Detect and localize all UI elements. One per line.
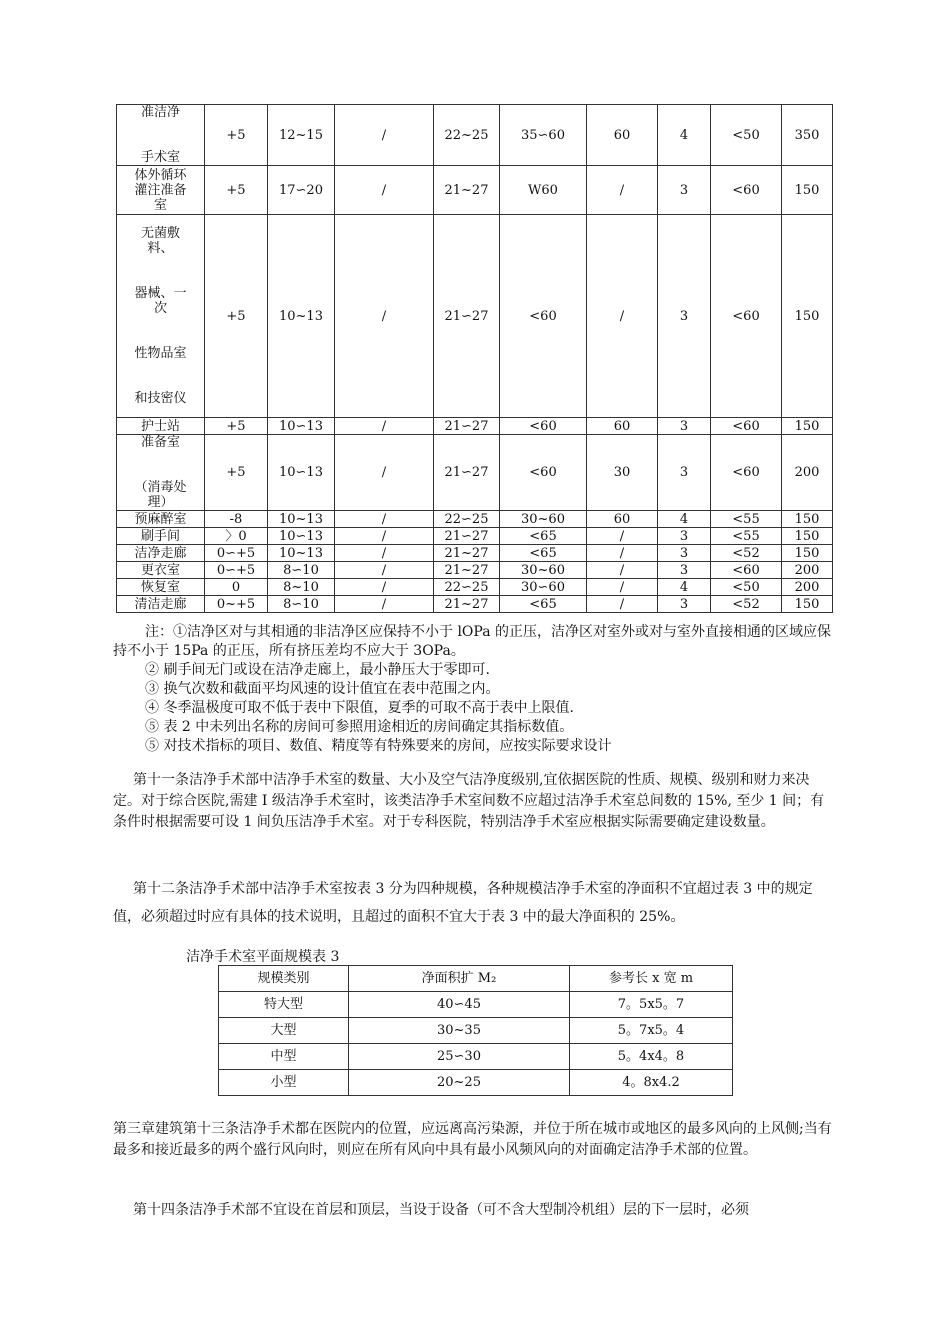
table-cell: 150 <box>782 511 833 528</box>
table-cell: 特大型 <box>219 992 349 1018</box>
table-cell: 3 <box>658 596 711 613</box>
column-header: 净面积扩 M₂ <box>349 966 570 992</box>
table-cell: 3 <box>658 215 711 418</box>
table-cell: 30~60 <box>500 562 587 579</box>
table-cell: 中型 <box>219 1044 349 1070</box>
table-cell: / <box>587 579 658 596</box>
table-cell: 21∽27 <box>434 528 500 545</box>
table-cell: 200 <box>782 562 833 579</box>
room-name-cell: 准备室 （消毒处 理） <box>117 435 205 511</box>
table-cell: 小型 <box>219 1070 349 1096</box>
table-cell: 30∽60 <box>500 579 587 596</box>
note-item: 注：①洁净区对与其相通的非洁净区应保持不小于 lOPa 的正压，洁净区对室外或对与室外直接相通的区域应保持不小于 15Pa 的正压，所有挤压差均不应大于 3OPa。 <box>113 624 831 659</box>
table-cell: 21~27 <box>434 596 500 613</box>
table-cell: 大型 <box>219 1018 349 1044</box>
table-cell: <52 <box>711 545 782 562</box>
table-cell: +5 <box>205 105 268 166</box>
table-cell: <65 <box>500 545 587 562</box>
table-cell: 4 <box>658 105 711 166</box>
table-cell: 150 <box>782 166 833 215</box>
table-cell: <60 <box>711 562 782 579</box>
table-row <box>117 596 833 613</box>
table-cell: 12~15 <box>268 105 335 166</box>
table-cell: <60 <box>500 215 587 418</box>
table-cell: 150 <box>782 215 833 418</box>
notes-block <box>113 623 837 756</box>
table-header-row <box>219 966 733 992</box>
table-cell: / <box>335 528 434 545</box>
table-row <box>117 579 833 596</box>
table-cell: 150 <box>782 528 833 545</box>
table-cell: 150 <box>782 545 833 562</box>
table-cell: / <box>335 215 434 418</box>
table-cell: 22∽25 <box>434 511 500 528</box>
table-cell: 40∽45 <box>349 992 570 1018</box>
table-row <box>219 992 733 1018</box>
table-cell: 21~27 <box>434 166 500 215</box>
table-cell: 200 <box>782 435 833 511</box>
table-cell: / <box>587 562 658 579</box>
table-cell: / <box>335 105 434 166</box>
table-cell: <65 <box>500 596 587 613</box>
table-cell: 4 <box>658 511 711 528</box>
column-header: 参考长 x 宽 m <box>570 966 733 992</box>
note-item: ⑤ 对技术指标的项目、数值、精度等有特殊要来的房间，应按实际要求设计 <box>145 738 612 754</box>
table-row <box>117 511 833 528</box>
table-cell: 21∽27 <box>434 215 500 418</box>
table-cell: 0∽+5 <box>205 545 268 562</box>
table-cell: 3 <box>658 562 711 579</box>
table-cell: / <box>587 215 658 418</box>
table-cell: 0~+5 <box>205 596 268 613</box>
table-cell: <60 <box>711 166 782 215</box>
table-row <box>117 545 833 562</box>
column-header: 规模类别 <box>219 966 349 992</box>
note-item: ⑤ 表 2 中未列出名称的房间可参照用途相近的房间确定其指标数值。 <box>145 719 574 735</box>
table-cell: 30~60 <box>500 511 587 528</box>
table-cell: 3 <box>658 418 711 435</box>
table-cell: -8 <box>205 511 268 528</box>
main-spec-table <box>116 104 833 613</box>
room-name-cell: 体外循环 灌注准备 室 <box>117 166 205 215</box>
room-name-cell: 预麻醉室 <box>117 511 205 528</box>
table-cell: / <box>335 596 434 613</box>
table-cell: <50 <box>711 579 782 596</box>
table-row <box>117 215 833 418</box>
table-cell: 21∽27 <box>434 435 500 511</box>
table-cell: 350 <box>782 105 833 166</box>
table-row <box>117 166 833 215</box>
table-cell: <65 <box>500 528 587 545</box>
table-cell: <50 <box>711 105 782 166</box>
scale-table <box>218 965 733 1096</box>
table-cell: 10~13 <box>268 511 335 528</box>
table-cell: 10~13 <box>268 215 335 418</box>
table-cell: 60 <box>587 105 658 166</box>
table-cell: +5 <box>205 215 268 418</box>
table-cell: 3 <box>658 166 711 215</box>
table-row <box>219 1070 733 1096</box>
table-cell: <55 <box>711 511 782 528</box>
table-cell: +5 <box>205 418 268 435</box>
room-name-cell: 护士站 <box>117 418 205 435</box>
note-item: ③ 换气次数和截面平均风速的设计值宜在表中范围之内。 <box>145 681 500 697</box>
table-cell: <60 <box>500 418 587 435</box>
table-cell: 30 <box>587 435 658 511</box>
table-row <box>117 105 833 166</box>
table-cell: 8∽10 <box>268 596 335 613</box>
table-cell: 35∽60 <box>500 105 587 166</box>
table-cell: 200 <box>782 579 833 596</box>
article-14-paragraph: 第十四条洁净手术部不宜设在首层和顶层，当设于设备（可不含大型制冷机组）层的下一层时，必须 <box>133 1202 749 1218</box>
table-cell: <55 <box>711 528 782 545</box>
table-cell: 60 <box>587 511 658 528</box>
table-cell: +5 <box>205 166 268 215</box>
table-cell: <52 <box>711 596 782 613</box>
table-cell: 8∽10 <box>268 562 335 579</box>
room-name-cell: 刷手间 <box>117 528 205 545</box>
table-row <box>117 418 833 435</box>
room-name-cell: 更衣室 <box>117 562 205 579</box>
table-cell: 3 <box>658 435 711 511</box>
table-cell: / <box>587 545 658 562</box>
room-name-cell: 洁净走廊 <box>117 545 205 562</box>
table-cell: 21∽27 <box>434 418 500 435</box>
table-cell: 5。7x5。4 <box>570 1018 733 1044</box>
table-row <box>219 1018 733 1044</box>
table-cell: 17∽20 <box>268 166 335 215</box>
table-cell: 22~25 <box>434 105 500 166</box>
article-12-paragraph: 第十二条洁净手术部中洁净手术室按表 3 分为四种规模，各种规模洁净手术室的净面积不宜超过表 3 中的规定值，必须超过时应有具体的技术说明，且超过的面积不宜大于表 3 中的最大净面积的 25%。 <box>113 881 813 925</box>
table-cell: 7。5x5。7 <box>570 992 733 1018</box>
table3-caption: 洁净手术室平面规模表 3 <box>186 949 340 965</box>
table-cell: 3 <box>658 528 711 545</box>
table-row <box>219 1044 733 1070</box>
room-name-cell: 清洁走廊 <box>117 596 205 613</box>
table-cell: 4。8x4.2 <box>570 1070 733 1096</box>
room-name-cell: 恢复室 <box>117 579 205 596</box>
table-cell: <60 <box>711 215 782 418</box>
table-cell: <60 <box>500 435 587 511</box>
table-cell: 0 <box>205 579 268 596</box>
table-cell: 10∽13 <box>268 418 335 435</box>
note-item: ② 刷手间无门或设在洁净走廊上，最小静压大于零即可. <box>145 662 490 678</box>
table-cell: 〉0 <box>205 528 268 545</box>
table-cell: 22∽25 <box>434 579 500 596</box>
table-cell: / <box>335 545 434 562</box>
table-cell: 8~10 <box>268 579 335 596</box>
table-row <box>117 435 833 511</box>
table-cell: 21~27 <box>434 562 500 579</box>
article-11-paragraph: 第十一条洁净手术部中洁净手术室的数量、大小及空气洁净度级别,宜依据医院的性质、规模、级别和财力来决定。对于综合医院,需建 I 级洁净手术室时，该类洁净手术室间数不应超过洁净手术室总间数的 15%, 至少 1 间；有条件时根据需要可设 1 间负压洁净手术室。对于专科医院，特别洁净手术室应根据实际需要确定建设数量。 <box>113 772 825 830</box>
table-cell: / <box>587 596 658 613</box>
table-cell: W60 <box>500 166 587 215</box>
table-cell: / <box>335 562 434 579</box>
room-name-cell: 准洁净 手术室 <box>117 105 205 166</box>
table-cell: 5。4x4。8 <box>570 1044 733 1070</box>
table-cell: 3 <box>658 545 711 562</box>
table-cell: 10~13 <box>268 545 335 562</box>
table-cell: 21~27 <box>434 545 500 562</box>
table-cell: <60 <box>711 435 782 511</box>
table-cell: / <box>587 528 658 545</box>
room-name-cell: 无菌敷 料、 器械、一 次 性物品室 和技密仪 <box>117 215 205 418</box>
table-cell: +5 <box>205 435 268 511</box>
table-cell: 0∽+5 <box>205 562 268 579</box>
table-cell: / <box>587 166 658 215</box>
table-cell: / <box>335 511 434 528</box>
table-row <box>117 562 833 579</box>
table-row <box>117 528 833 545</box>
table-cell: 4 <box>658 579 711 596</box>
table-cell: / <box>335 166 434 215</box>
table-cell: <60 <box>711 418 782 435</box>
table-cell: 10∽13 <box>268 435 335 511</box>
table-cell: 150 <box>782 596 833 613</box>
table-cell: / <box>335 579 434 596</box>
table-cell: 20~25 <box>349 1070 570 1096</box>
table-cell: / <box>335 435 434 511</box>
article-13-paragraph: 第三章建筑第十三条洁净手术都在医院内的位置，应远离高污染源，并位于所在城市或地区的最多风向的上风侧;当有最多和接近最多的两个盛行风向时，则应在所有风向中具有最小风频风向的对面确定洁净手术部的位置。 <box>113 1121 832 1158</box>
table-cell: 25∽30 <box>349 1044 570 1070</box>
table-cell: 150 <box>782 418 833 435</box>
table-cell: 30~35 <box>349 1018 570 1044</box>
table-cell: 10∽13 <box>268 528 335 545</box>
table-cell: 60 <box>587 418 658 435</box>
note-item: ④ 冬季温极度可取不低于表中下限值，夏季的可取不高于表中上限值. <box>145 700 574 716</box>
table-cell: / <box>335 418 434 435</box>
